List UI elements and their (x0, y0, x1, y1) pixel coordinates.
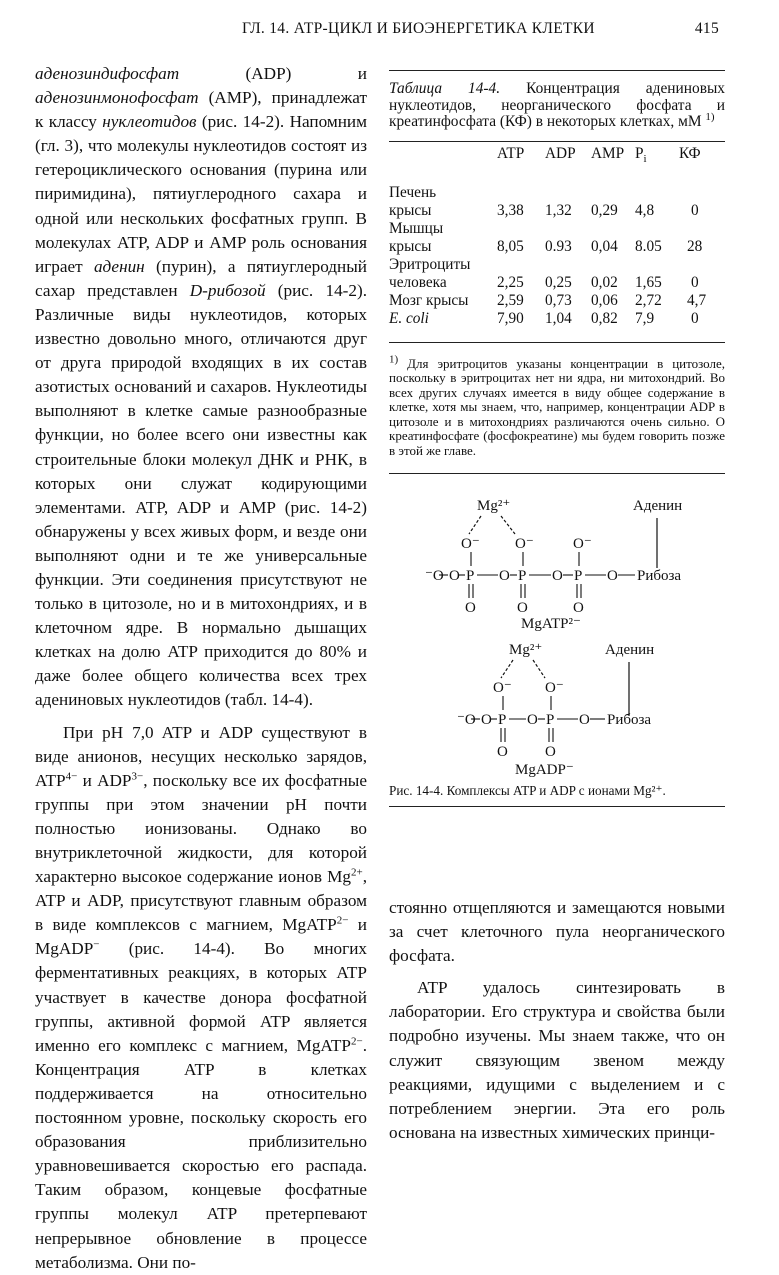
table-caption (389, 81, 725, 131)
footnote-mark: 1) (705, 110, 715, 123)
superscript: 3− (131, 769, 144, 782)
mg-bond (501, 516, 515, 534)
o-atom: O (499, 567, 510, 584)
cell: 0.93 (545, 237, 572, 255)
row-label: человека (389, 273, 447, 291)
table-row (389, 292, 725, 310)
o-atom: O (481, 711, 492, 728)
mg-bond (533, 660, 545, 678)
superscript: 2− (350, 1035, 363, 1048)
row-label: Мозг крысы (389, 291, 469, 309)
cell: 7,90 (497, 309, 524, 327)
cell (679, 256, 725, 274)
term-amp: аденозинмонофосфат (35, 88, 199, 108)
cell: 0,25 (545, 273, 572, 291)
cell: 2,59 (497, 291, 524, 309)
text-run: и MgADP (35, 915, 368, 959)
text-run: , поскольку все их фосфатные группы при этом значении pH почти полностью ионизованы. Однако во внутриклеточной жидкости, для которой характерно высокое содержание ионов Mg (35, 770, 367, 887)
page-number: 415 (694, 20, 719, 37)
o-atom: O (579, 711, 590, 728)
p-atom: P (518, 567, 527, 584)
superscript: 2− (336, 914, 349, 927)
footnote-text: Для эритроцитов указаны концентрации в цитозоле, поскольку в эритроцитах нет ни ядра, ни митохондрий. Во всех других случаях имеется в виду общее содержание в клетке, хотя мы знаем, что, например, концентрации ADP в цитозоле и в митохондриях различаются очень сильно. О креатинфосфате (фосфокреатине) мы будем говорить позже в этой же главе. (389, 355, 726, 459)
row-label: Печень (389, 183, 437, 201)
row-label (389, 310, 497, 328)
cell: 3,38 (497, 201, 524, 219)
table-row (389, 256, 725, 274)
o-atom: O (573, 599, 584, 616)
left-column (35, 62, 367, 1275)
cell: 0,02 (591, 273, 618, 291)
row-label: Мышцы (389, 219, 444, 237)
chapter-title: ГЛ. 14. АТР-ЦИКЛ И БИОЭНЕРГЕТИКА КЛЕТКИ (242, 20, 595, 37)
cell: 0,73 (545, 291, 572, 309)
right-body-text (389, 896, 725, 1145)
cell: 1,04 (545, 309, 572, 327)
o-atom: O (527, 711, 538, 728)
o-minus: O⁻ (545, 679, 564, 696)
text-run: (рис. 14-4). Во многих ферментативных реакциях, в которых ATP участвует в качестве донора фосфатной группы, активной формой ATP является именно его комплекс с магнием, MgATP (35, 939, 367, 1055)
figure-top-rule (389, 473, 725, 474)
right-column (389, 70, 725, 807)
table-body (389, 166, 725, 328)
o-minus-left: ⁻O (425, 567, 444, 584)
col-pi-label: P (635, 144, 644, 162)
col-amp: AMP (591, 144, 625, 162)
o-atom: O (497, 743, 508, 760)
col-pi (635, 142, 679, 166)
o-atom: O (607, 567, 618, 584)
cell: 0 (691, 273, 699, 291)
cell (591, 256, 635, 274)
adenine-label-atp: Аденин (633, 497, 683, 514)
o-atom: O (465, 599, 476, 616)
cell (545, 220, 591, 238)
row-label: Эритроциты (389, 255, 471, 273)
col-atp: ATP (497, 144, 525, 162)
cell: 0,04 (591, 237, 618, 255)
table-row (389, 310, 725, 328)
term-adenine: аденин (93, 256, 145, 276)
table-footnote (389, 353, 726, 459)
table-row (389, 166, 725, 202)
mgadp-label: MgADP⁻ (515, 761, 574, 778)
o-minus: O⁻ (515, 535, 534, 552)
cell: 8,05 (497, 237, 524, 255)
mgatp-label: MgATP²⁻ (521, 615, 581, 632)
right-paragraph-1: стоянно отщепляются и замещаются новыми за счет клеточного пула неорганического фосфата. (389, 898, 725, 966)
text-run: (ADP) и (179, 64, 367, 83)
col-kf: КФ (679, 144, 701, 162)
mg-bond (469, 516, 481, 534)
o-minus: O⁻ (493, 679, 512, 696)
cell: 0,06 (591, 291, 618, 309)
ribose-label-atp: Рибоза (637, 567, 682, 584)
table-header-row (389, 142, 725, 166)
superscript: − (93, 938, 100, 951)
cell: 0 (691, 201, 699, 219)
cell (545, 166, 591, 202)
running-header (32, 20, 719, 42)
text-run: (пурин), а пятиуглеродный сахар представлен (35, 256, 367, 300)
cell (635, 256, 679, 274)
cell (679, 166, 725, 202)
cell (497, 220, 545, 238)
cell (545, 256, 591, 274)
o-minus: O⁻ (461, 535, 480, 552)
text-run: (рис. 14-2). Различные виды нуклеотидов, которых известно довольно много, отличаются друг от друга природой входящих в их состав азотистых оснований и сахаров. Нуклеотиды выполняют в клетке самые разнообразные функции, но более всего они известны как строительные блоки молекул ДНК и РНК, в которых они служат кодирующими элементами. ATP, ADP и AMP (рис. 14-2) обнаружены у всех живых форм, и везде они выполняют одни и те же универсальные функции. Эти соединения присутствуют не только в цитозоле, но и в митохондриях, и в клеточном ядре. В нормально дышащих клетках на долю ATP приходится до 80% и даже более общего количества всех трех адениновых нуклеотидов (табл. 14-4). (35, 280, 368, 710)
concentration-table (389, 142, 725, 328)
row-label: крысы (389, 237, 432, 255)
superscript: 4− (65, 769, 78, 782)
cell: 0 (691, 309, 699, 327)
cell (591, 220, 635, 238)
cell (591, 166, 635, 202)
o-atom: O (517, 599, 528, 616)
left-paragraph-1 (35, 62, 367, 713)
header-blank (389, 142, 497, 166)
table-caption-text: Концентрация адениновых нуклеотидов, неорганического фосфата и креатинфосфата (КФ) в некоторых клетках, мМ (389, 80, 725, 130)
cell: 7,9 (635, 309, 655, 327)
cell: 2,25 (497, 273, 524, 291)
cell (497, 256, 545, 274)
row-label-italic: E. coli (389, 309, 429, 327)
table-row (389, 220, 725, 238)
text-run: . Концентрация ATP в клетках поддерживается на относительно постоянном уровне, поскольку скорость его образования приблизительно уравновешивается скоростью его распада. Таким образом, концевые фосфатные группы молекул ATP претерпевают непрерывное обновление в процессе метаболизма. Они по- (35, 1035, 367, 1272)
p-atom: P (546, 711, 555, 728)
mg-bond (501, 660, 513, 678)
table-bottom-rule (389, 342, 725, 343)
text-run: (AMP), принадлежат к классу (35, 88, 367, 132)
table-row (389, 202, 725, 220)
adenine-label-adp: Аденин (605, 641, 655, 658)
p-atom: P (498, 711, 507, 728)
cell: 8.05 (635, 237, 662, 255)
text-run: (рис. 14-2). Напомним (гл. 3), что молекулы нуклеотидов состоят из гетероциклического основания (пурина или пиримидина), пятиуглеродного сахара и одной или нескольких фосфатных групп. В молекулах ATP, ADP и AMP роль основания играет (35, 112, 367, 276)
mg-complex-figure (389, 488, 725, 778)
mg-ion-atp: Mg²⁺ (477, 497, 511, 514)
figure-caption: Рис. 14-4. Комплексы ATP и ADP с ионами Mg²⁺. (389, 782, 666, 798)
row-label: крысы (389, 201, 432, 219)
cell (635, 220, 679, 238)
right-paragraph-2: ATP удалось синтезировать в лаборатории. Его структура и свойства были подробно изучены. Мы знаем также, что он служит связующим звеном между реакциями, идущими с выделением и с потреблением энергии. Эта его роль основана на известных химических принци- (389, 978, 725, 1142)
mg-ion-adp: Mg²⁺ (509, 641, 543, 658)
col-pi-subscript: i (643, 152, 647, 165)
table-top-rule (389, 70, 725, 71)
cell: 1,32 (545, 201, 572, 219)
text-run: , ATP и ADP, присутствуют главным образом в виде комплексов с магнием, MgATP (35, 867, 367, 935)
p-atom: P (466, 567, 475, 584)
o-atom: O (545, 743, 556, 760)
figure-bottom-rule (389, 806, 725, 807)
cell (497, 166, 545, 202)
o-atom: O (552, 567, 563, 584)
cell: 28 (687, 237, 703, 255)
col-adp: ADP (545, 144, 576, 162)
table-label: Таблица 14-4. (389, 80, 501, 97)
superscript: 2+ (350, 866, 363, 879)
cell: 0,29 (591, 201, 618, 219)
footnote-mark: 1) (389, 353, 399, 366)
cell: 0,82 (591, 309, 618, 327)
left-paragraph-2 (35, 721, 367, 1275)
text-run: При pH 7,0 ATP и ADP существуют в виде анионов, несущих несколько зарядов, ATP (35, 722, 367, 790)
text-run: и ADP (77, 770, 132, 790)
table-row (389, 238, 725, 256)
term-ribose: D-рибозой (189, 280, 266, 300)
cell: 4,8 (635, 201, 655, 219)
term-nucleotides: нуклеотидов (102, 112, 197, 132)
cell: 2,72 (635, 291, 662, 309)
o-minus-left: ⁻O (457, 711, 476, 728)
o-minus: O⁻ (573, 535, 592, 552)
term-adp: аденозиндифосфат (35, 64, 180, 83)
table-row (389, 274, 725, 292)
cell: 4,7 (687, 291, 707, 309)
p-atom: P (574, 567, 583, 584)
mg-complex-diagram (389, 488, 725, 778)
cell (635, 166, 679, 202)
cell: 1,65 (635, 273, 662, 291)
ribose-label-adp: Рибоза (607, 711, 652, 728)
cell (679, 220, 725, 238)
o-atom: O (449, 567, 460, 584)
